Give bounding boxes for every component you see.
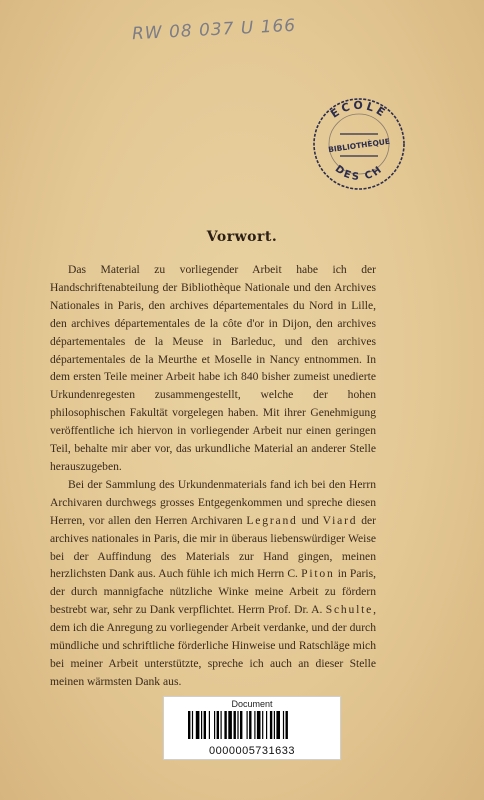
- svg-text:ECOLE: [328, 99, 389, 121]
- name-text: Viard: [322, 513, 358, 527]
- stamp-bottom-text: DES CH: [332, 163, 386, 184]
- name-text: Piton: [301, 567, 335, 581]
- handwritten-shelfmark: RW 08 037 U 166: [131, 15, 297, 45]
- stamp-top-text: ECOLE: [328, 98, 390, 121]
- barcode-label: [163, 696, 341, 760]
- barcode-caption: Document: [231, 699, 273, 709]
- name-text: Schulte: [325, 603, 374, 617]
- name-text: Legrand: [246, 513, 298, 527]
- stamp-middle-text: BIBLIOTHÈQUE: [327, 136, 391, 155]
- paragraph: [50, 476, 376, 691]
- barcode-number: 0000005731633: [208, 745, 296, 757]
- text-run: in Paris, der durch mannigfache nützliche Winke meine Arbeit zu fördern bestrebt war, sehr zu Dank verpflichtet. Herrn Prof. Dr. A.: [50, 567, 376, 617]
- text-run: Bei der Sammlung des Urkundenmaterials fand ich bei den Herrn Archivaren durchwegs grosses Entgegenkommen und spreche diesen Herren, vor allen den Herren Archivaren: [50, 477, 376, 527]
- svg-text:DES CH: [333, 164, 385, 183]
- barcode-icon: [188, 711, 316, 739]
- paragraph: [50, 261, 376, 476]
- text-run: Das Material zu vorliegender Arbeit habe ich der Handschriftenabteilung der Bibliothèque Nationale und den Archives Nationales in Paris, den archives départementales du Nord in Lille, den archives départementales de la côte d'or in Dijon, den archives départementales de la Meuse in Barleduc, und den archives départementales de la Meurthe et Moselle in Nancy entnommen. In dem ersten Teile meiner Arbeit habe ich 840 bisher zumeist unedierte Urkundenregesten zusammengestellt, welche der hohen philosophischen Fakultät vorgelegen haben. Mit ihrer Genehmigung veröffentliche ich hiervon in vorliegender Arbeit nur einen geringen Teil, behalte mir aber vor, das urkundliche Material an anderer Stelle herauszugeben.: [50, 263, 376, 473]
- page-title: Vorwort.: [206, 229, 278, 245]
- text-run: und: [297, 513, 323, 527]
- preface-text: [50, 261, 376, 691]
- text-run: , dem ich die Anregung zu vorliegender Arbeit verdanke, und der durch mündliche und schriftliche förderliche Hinweise und Ratschläge mich bei meiner Arbeit unterstützte, spreche ich auch an dieser Stelle meinen wärmsten Dank aus.: [50, 603, 376, 688]
- library-stamp: [308, 92, 410, 192]
- text-run: der archives nationales in Paris, die mir in überaus liebenswürdiger Weise bei der Auffindung des Materials zur Hand gingen, meinen herzlichsten Dank aus. Auch fühle ich mich Herrn C.: [50, 513, 376, 581]
